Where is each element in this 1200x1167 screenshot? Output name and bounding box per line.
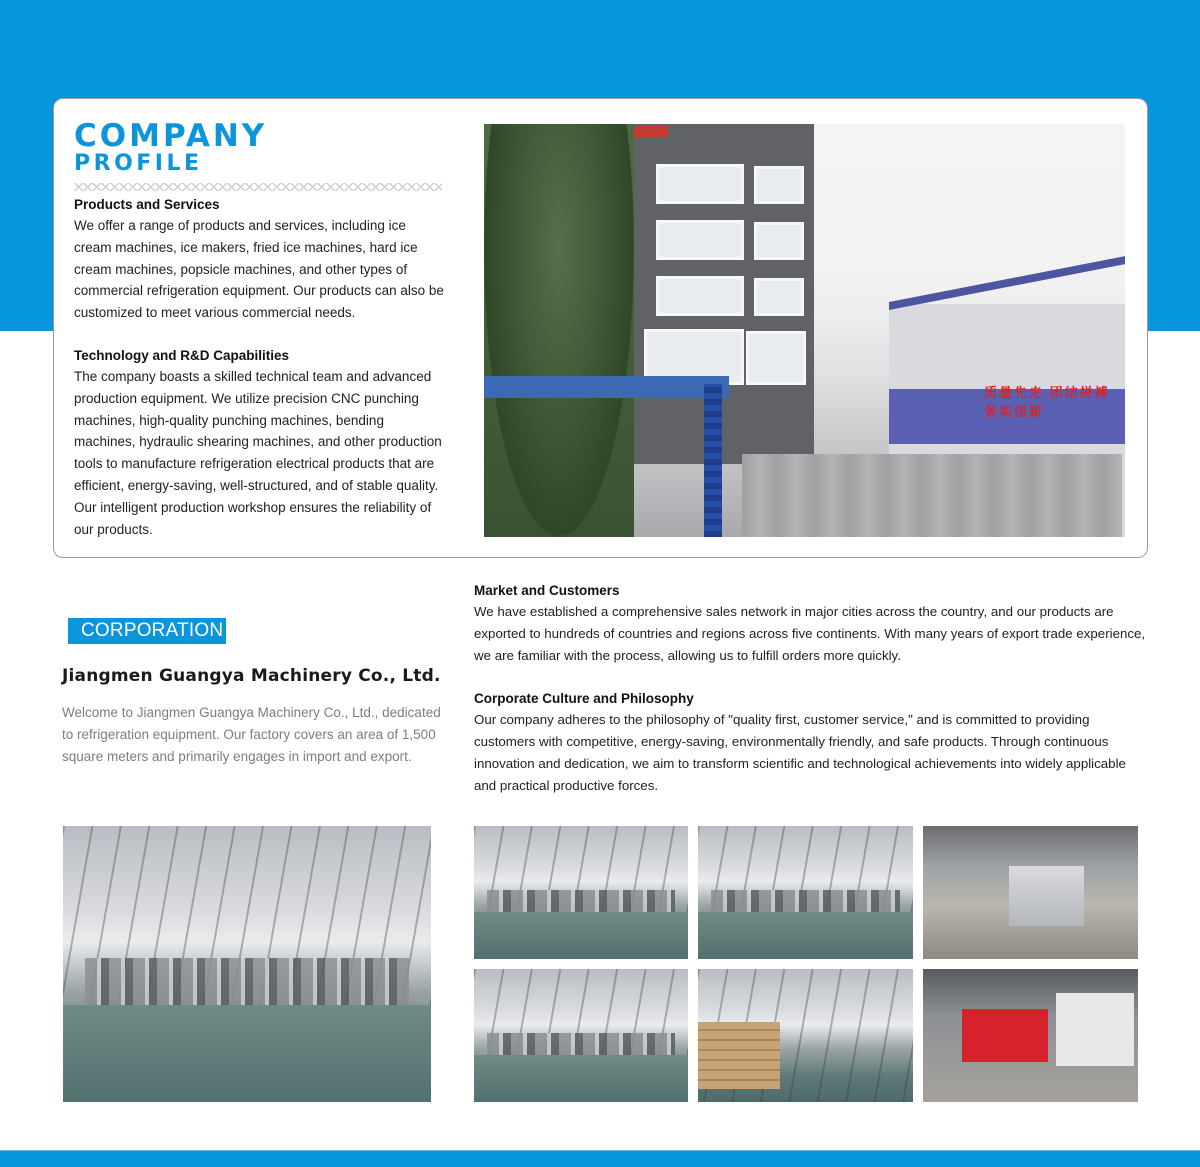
page-title-profile: PROFILE [74, 151, 203, 176]
corporation-badge: CORPORATION [68, 618, 226, 644]
gallery-thumbnail-1 [474, 826, 688, 959]
company-name: Jiangmen Guangya Machinery Co., Ltd. [62, 666, 441, 686]
page-title-company: COMPANY [74, 118, 268, 154]
section-heading-culture: Corporate Culture and Philosophy [474, 691, 694, 706]
gallery-thumbnail-2 [698, 826, 913, 959]
section-heading-market: Market and Customers [474, 583, 620, 598]
profile-text-column [74, 195, 446, 540]
main-workshop-photo [63, 826, 431, 1102]
section-body-products: We offer a range of products and services, including ice cream machines, ice makers, fried ice machines, hard ice cream machines, popsicle machines, and other types of commercial refrigeration equipment. Our products can also be customized to meet various commercial needs. [74, 218, 444, 321]
section-body-market: We have established a comprehensive sales network in major cities across the country, and our products are exported to hundreds of countries and regions across five continents. With many years of export trade experience, we are familiar with the process, allowing us to fulfill orders more quickly. [474, 604, 1146, 663]
bottom-blue-band [0, 1150, 1200, 1167]
factory-building-photo [484, 124, 1125, 537]
gallery-thumbnail-6 [923, 969, 1138, 1102]
wavy-divider [74, 183, 442, 191]
company-intro: Welcome to Jiangmen Guangya Machinery Co., Ltd., dedicated to refrigeration equipment. Our factory covers an area of 1,500 square meters and primarily engages in import and export. [62, 705, 441, 764]
section-body-technology-2: Our intelligent production workshop ensures the reliability of our products. [74, 499, 432, 537]
section-heading-technology: Technology and R&D Capabilities [74, 347, 290, 363]
section-heading-products: Products and Services [74, 197, 220, 212]
details-text-column [474, 581, 1146, 797]
gallery-thumbnail-5 [698, 969, 913, 1102]
section-body-technology: The company boasts a skilled technical team and advanced production equipment. We utilize precision CNC punching machines, high-quality punching machines, bending machines, hydraulic shearing machines, and other production tools to manufacture refrigeration electrical products that are efficient, energy-saving, well-structured, and of stable quality. [74, 368, 442, 493]
section-body-culture: Our company adheres to the philosophy of "quality first, customer service," and is committed to providing customers with competitive, energy-saving, environmentally friendly, and safe products. Through continuous innovation and dedication, we aim to transform scientific and technological achievements into widely applicable and practical productive forces. [474, 712, 1126, 793]
building-slogan: 质量先走 团结拼搏 务实创新 [984, 385, 1110, 419]
gallery-thumbnail-4 [474, 969, 688, 1102]
gallery-thumbnail-3 [923, 826, 1138, 959]
